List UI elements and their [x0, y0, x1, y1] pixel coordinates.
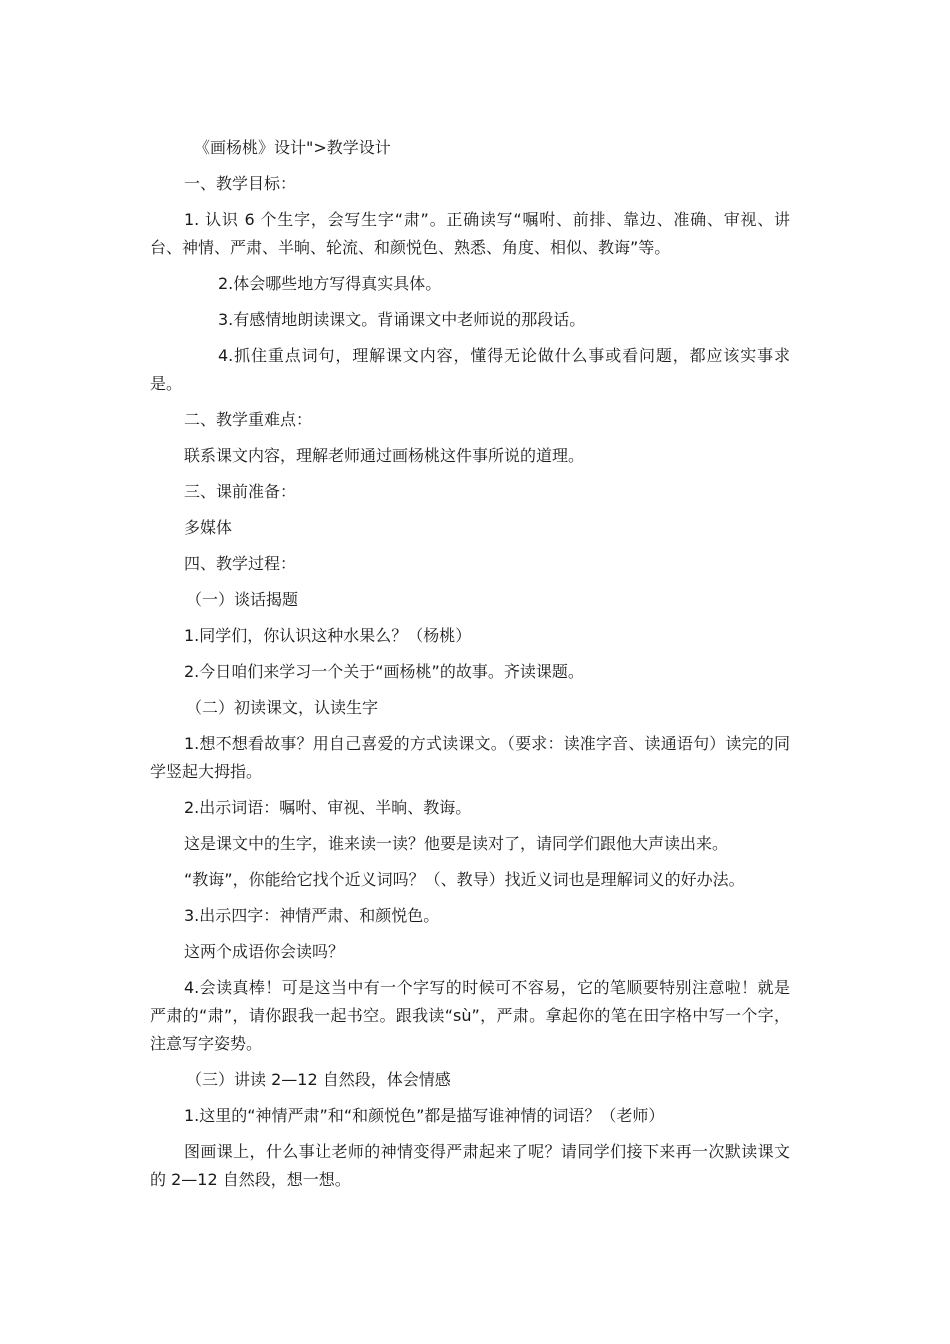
document-body: [150, 134, 790, 1202]
part2-item-3-note: 这两个成语你会读吗？: [184, 942, 345, 961]
part1-item-1: 1.同学们，你认识这种水果么？（杨桃）: [184, 626, 472, 645]
part2-item-4: 4.会读真棒！可是这当中有一个字写的时候可不容易，它的笔顺要特别注意啦！就是严肃的“肃”，请你跟我一起书空。跟我读“sù”，严肃。拿起你的笔在田字格中写一个字，注意写字姿势。: [150, 978, 790, 1053]
part2-item-3: 3.出示四字：神情严肃、和颜悦色。: [184, 906, 440, 925]
key-points-body: 联系课文内容，理解老师通过画杨桃这件事所说的道理。: [184, 446, 585, 465]
part2-item-1: 1.想不想看故事？用自己喜爱的方式读课文。（要求：读准字音、读通语句）读完的同学竖起大拇指。: [150, 734, 790, 781]
part3-item-1-note: 图画课上，什么事让老师的神情变得严肃起来了呢？请同学们接下来再一次默读课文的 2—12 自然段，想一想。: [150, 1142, 790, 1189]
section-heading-preparation: 三、课前准备：: [184, 482, 297, 501]
part2-item-2-note-2: “教诲”，你能给它找个近义词吗？（、教导）找近义词也是理解词义的好办法。: [184, 870, 745, 889]
goal-item-2: 2.体会哪些地方写得真实具体。: [218, 274, 442, 293]
part3-item-1: 1.这里的“神情严肃”和“和颜悦色”都是描写谁神情的词语？（老师）: [184, 1106, 665, 1125]
section-heading-goals: 一、教学目标：: [184, 174, 297, 193]
document-title: 《画杨桃》设计">教学设计: [194, 138, 391, 157]
part-heading-1: （一）谈话揭题: [186, 590, 299, 609]
goal-item-3: 3.有感情地朗读课文。背诵课文中老师说的那段话。: [218, 310, 586, 329]
section-heading-process: 四、教学过程：: [184, 554, 297, 573]
part1-item-2: 2.今日咱们来学习一个关于“画杨桃”的故事。齐读课题。: [184, 662, 584, 681]
part2-item-2-note-1: 这是课文中的生字，谁来读一读？他要是读对了，请同学们跟他大声读出来。: [184, 834, 729, 853]
section-heading-key-points: 二、教学重难点：: [184, 410, 313, 429]
goal-item-1: 1. 认识 6 个生字，会写生字“肃”。正确读写“嘱咐、前排、靠边、准确、审视、讲台、神情、严肃、半晌、轮流、和颜悦色、熟悉、角度、相似、教诲”等。: [150, 210, 790, 257]
part2-item-2: 2.出示词语：嘱咐、审视、半晌、教诲。: [184, 798, 472, 817]
part-heading-3: （三）讲读 2—12 自然段，体会情感: [186, 1070, 451, 1089]
preparation-body: 多媒体: [184, 518, 233, 537]
goal-item-4: 4.抓住重点词句，理解课文内容，懂得无论做什么事或看问题，都应该实事求是。: [150, 346, 790, 393]
part-heading-2: （二）初读课文，认读生字: [186, 698, 379, 717]
